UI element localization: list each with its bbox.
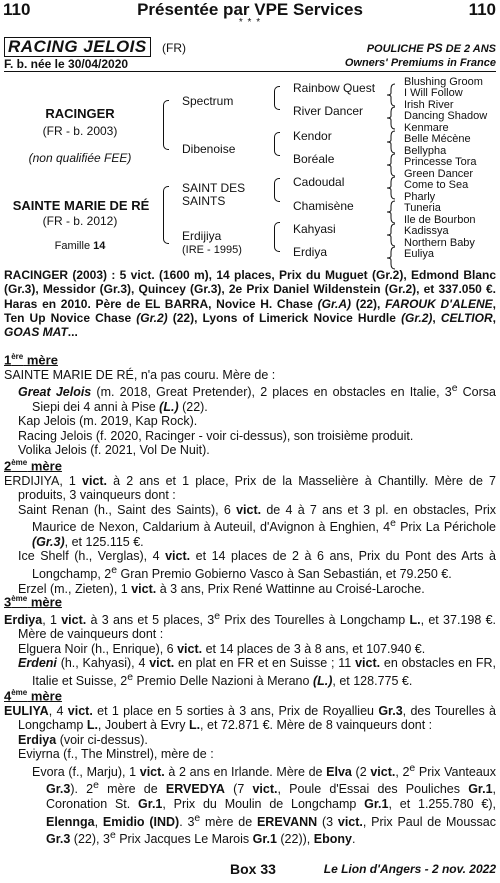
heading-mere-2	[4, 456, 496, 474]
g4-7: Bellypha	[404, 145, 447, 157]
g4-13: Ile de Bourbon	[404, 214, 476, 226]
g3-kahyasi: Kahyasi	[293, 222, 336, 236]
g4-14: Kadissya	[404, 225, 449, 237]
g2-saint-des: SAINT DES	[182, 181, 246, 195]
mere-2-p2-d: , et 125.115 €.	[64, 534, 144, 549]
bracket-sire	[163, 100, 169, 150]
g4-1: Blushing Groom	[404, 76, 483, 88]
erdiya-ref: Erdiya	[18, 732, 57, 747]
mere-4-para-4	[4, 762, 496, 847]
mere-2-para-1	[4, 474, 496, 503]
sire-summary-farouk: FAROUK D'ALENE	[385, 296, 493, 311]
mere-4-para-3: Eviyrna (f., The Minstrel), mère de :	[18, 747, 214, 762]
mere-3-p3-b: en plat en FR et en Suisse ; 11	[174, 656, 356, 671]
mere-4-p1-e: , Joubert à Evry	[97, 718, 189, 733]
g4-4: Dancing Shadow	[404, 110, 488, 122]
g2-erdijiya: Erdijiya	[182, 229, 222, 243]
great-jelois: Great Jelois	[18, 385, 92, 400]
mere-4-para-2	[4, 733, 496, 748]
mere-4-p4-p: mère de	[200, 814, 257, 829]
mere-3-p1-c: Prix des Tourelles à Longchamp	[220, 612, 410, 627]
sire-summary-text-4: (22), Lyons of Limerick Novice Hurdle	[167, 310, 402, 325]
mere-3-p3-a: (h., Kahyasi), 4	[56, 656, 150, 671]
mere-4-p4-grade-3: Gr.1	[138, 797, 163, 812]
mere-4-p4-grade-5: Gr.3	[46, 832, 71, 847]
mere-4-p4-m: , et 1.255.780 €),	[388, 797, 496, 812]
birth-line	[4, 57, 496, 72]
bracket-erdijiya	[274, 222, 280, 252]
mere-4-p4-i: , Poule d'Essai des Pouliches	[277, 782, 469, 797]
mere-4-p4-sup-1: e	[409, 762, 416, 774]
g4-3: Irish River	[404, 99, 454, 111]
mere-4-p4-sup-2: e	[93, 780, 99, 792]
g3-rainbow-quest: Rainbow Quest	[293, 81, 376, 95]
birth-date: F. b. née le 30/04/2020	[4, 57, 129, 71]
page-header	[0, 0, 500, 28]
owners-premiums: Owners' Premiums in France	[344, 57, 496, 69]
mere-4-p4-vict-2: vict.	[370, 764, 396, 779]
mere-4-p4-end: .	[351, 832, 356, 847]
section-mere-1	[4, 347, 496, 458]
section-mere-2	[4, 453, 496, 596]
g4-2: I Will Follow	[404, 87, 463, 99]
elennga-name: Elennga	[46, 814, 95, 829]
g2-erdijiya-info: (IRE - 1995)	[182, 244, 242, 256]
mere-2-p2-vict: vict.	[236, 502, 262, 517]
mere-1-line-2: Kap Jelois (m. 2019, Kap Rock).	[18, 414, 198, 429]
bracket-spectrum	[274, 86, 280, 110]
lot-number-right: 110	[468, 0, 496, 19]
mere-2-p2-b: de 4 à 7 ans et 3 pl. en obstacles, Prix Maurice de Nexon, Caldarium à Auteuil, d'Avignon à Enghien, 4	[32, 502, 497, 535]
family-label: Famille	[54, 240, 94, 252]
mere-1-line-1-d: (22).	[178, 399, 208, 414]
category-ps: PS	[426, 41, 443, 55]
mere-4-p1-b: , 4	[48, 703, 68, 718]
mere-2-p3-b: et 14 places de 2 à 6 ans, Prix du Pont des Arts à Longchamp, 2	[32, 549, 496, 582]
lot-number-left: 110	[3, 0, 31, 19]
horse-category	[367, 41, 496, 55]
g4-15: Northern Baby	[404, 237, 475, 249]
mere-4-p4-u: (22)),	[276, 832, 314, 847]
mere-1-intro: SAINTE MARIE DE RÉ, n'a pas couru. Mère de :	[4, 367, 276, 382]
sire-summary-goas-mat: GOAS MAT	[4, 325, 68, 340]
mere-3-p1-sup: e	[214, 610, 221, 622]
heading-mere-2-sup: ème	[11, 458, 28, 467]
sire-summary-grade-a: (Gr.A)	[317, 296, 351, 311]
page-title: Présentée par VPE Services	[137, 0, 363, 19]
mere-3-p3-listed: (L.)	[312, 674, 333, 689]
mere-4-p4-k: , Prix du Moulin de Longchamp	[162, 797, 365, 812]
heading-mere-2-word: mère	[27, 458, 62, 474]
mere-4-p4-sup-4: e	[109, 830, 116, 842]
mere-2-p1-vict: vict.	[82, 473, 108, 488]
elva-name: Elva	[326, 764, 352, 779]
mere-3-p2-a: Elguera Noir (h., Enrique), 6	[18, 641, 178, 656]
mere-4-p1-grade: Gr.3	[378, 703, 403, 718]
mere-2-p2-a: Saint Renan (h., Saint des Saints), 6	[18, 502, 237, 517]
g4-8: Princesse Tora	[404, 156, 477, 168]
mere-3-p1-d: , et 37.198 €. Mère de vainqueurs dont :	[18, 612, 496, 642]
sire-summary-gr2-b: (Gr.2)	[401, 310, 433, 325]
sire-summary-ellipsis: ...	[67, 325, 78, 340]
heading-mere-1	[4, 350, 496, 368]
mere-2-para-2	[4, 503, 496, 550]
mere-4-p4-r: , Prix Paul de Moussac	[362, 814, 496, 829]
mere-4-p1-c: et 1 place en 5 sorties à 3 ans, Prix de Royallieu	[92, 703, 379, 718]
mere-3-para-1	[4, 610, 496, 642]
sire-summary-text-2: (22),	[351, 296, 386, 311]
horse-origin: (FR)	[162, 41, 186, 55]
mere-1-line-1	[4, 382, 496, 414]
mere-4-p4-grade-6: Gr.1	[252, 832, 277, 847]
mere-4-p4-g: mère de	[98, 782, 166, 797]
euliya-name: EULIYA	[4, 703, 49, 718]
mere-2-p4-a: Erzel (m., Zieten), 1	[18, 581, 132, 596]
mere-3-p2-b: et 14 places de 3 à 8 ans, et 107.940 €.	[202, 641, 426, 656]
mere-1-line-1-a: (m. 2018, Great Pretender), 2 places en obstacles en Italie, 3	[91, 385, 452, 400]
mere-2-p3-c: Gran Premio Gobierno Vasco à San Sebastián, et 79.250 €.	[117, 567, 452, 582]
mere-3-p2-vict: vict.	[177, 641, 203, 656]
mere-2-p3-sup: e	[111, 564, 118, 576]
section-mere-4	[4, 683, 496, 847]
mere-4-p4-b: à 2 ans en Irlande. Mère de	[164, 764, 327, 779]
section-mere-3	[4, 589, 496, 689]
header-stars: * * *	[238, 17, 262, 28]
heading-mere-3-word: mère	[27, 594, 62, 610]
g2-spectrum: Spectrum	[182, 94, 234, 108]
mere-2-p1-a: ERDIJIYA, 1	[4, 473, 83, 488]
mere-3-p3-vict: vict.	[149, 656, 175, 671]
bracket-saint-des-saints	[274, 178, 280, 202]
g4-5: Kenmare	[404, 122, 449, 134]
sale-venue-date: Le Lion d'Angers - 2 nov. 2022	[323, 862, 496, 876]
mere-4-p4-o: . 3	[179, 814, 195, 829]
mere-2-p2-c: Prix La Périchole	[395, 520, 496, 535]
mere-1-line-1-b: Corsa Siepi dei 4 anni à Pise	[32, 385, 496, 414]
mere-2-p3-a: Ice Shelf (h., Verglas), 4	[18, 549, 166, 564]
g3-chamisene: Chamisène	[293, 199, 354, 213]
heading-mere-1-sup: ère	[11, 352, 24, 361]
mere-2-p4-b: à 3 ans, Prix René Wattinne au Croisé-Laroche.	[156, 581, 425, 596]
erevann-name: EREVANN	[256, 814, 318, 829]
bracket-g3-2	[386, 106, 396, 133]
mere-4-p4-vict-4: vict.	[337, 814, 363, 829]
page-footer	[0, 861, 500, 879]
g3-cadoudal: Cadoudal	[293, 175, 345, 189]
sire-summary-gr2-a: (Gr.2)	[136, 310, 168, 325]
mere-4-p4-e: Prix Vanteaux	[415, 764, 496, 779]
ervedya-name: ERVEDYA	[165, 782, 225, 797]
mere-2-para-3	[4, 549, 496, 581]
box-number: Box 33	[230, 861, 276, 877]
mere-1-line-4: Volika Jelois (f. 2021, Vol De Nuit).	[18, 443, 210, 458]
mere-3-p3-d: Premio Delle Nazioni à Merano	[133, 674, 313, 689]
mere-4-p4-a: Evora (f., Marju), 1	[32, 764, 140, 779]
bracket-dam	[163, 186, 169, 244]
mere-3-p3-c: en obstacles en FR, Italie et Suisse, 2	[32, 656, 496, 689]
mere-4-p1-d: , des Tourelles à Longchamp	[18, 703, 497, 733]
g3-kendor: Kendor	[293, 129, 332, 143]
heading-mere-2-num: 2	[4, 458, 12, 474]
mere-4-p4-h: (7	[224, 782, 253, 797]
g4-9: Green Dancer	[404, 168, 474, 180]
g2-dibenoise: Dibenoise	[182, 142, 236, 156]
heading-mere-3-num: 3	[4, 594, 12, 610]
dam-name: SAINTE MARIE DE RÉ	[12, 198, 150, 213]
g4-12: Tuneria	[404, 202, 441, 214]
heading-mere-1-num: 1	[4, 352, 12, 368]
heading-mere-4-num: 4	[4, 688, 12, 704]
mere-4-p4-vict: vict.	[139, 764, 165, 779]
sire-summary-text-3: , Ten Up Novice Chase	[4, 296, 497, 325]
mere-3-p3-e: , et 128.775 €.	[332, 674, 413, 689]
mere-4-p4-n: ,	[94, 814, 103, 829]
heading-mere-4-sup: ème	[11, 688, 28, 697]
mere-4-p4-q: (3	[317, 814, 338, 829]
g4-10: Come to Sea	[404, 179, 469, 191]
g4-11: Pharly	[404, 191, 436, 203]
mere-4-p4-f: ). 2	[70, 782, 94, 797]
pedigree-table	[0, 74, 500, 264]
mere-2-p3-vict: vict.	[165, 549, 191, 564]
mere-4-p4-grade-4: Gr.1	[364, 797, 389, 812]
g3-erdiya: Erdiya	[293, 245, 328, 259]
mere-4-p1-listed-2: L.	[188, 718, 201, 733]
mere-3-p1-a: , 1	[42, 612, 62, 627]
mere-4-p4-s: (22), 3	[70, 832, 110, 847]
sire-summary-celtior: CELTIOR	[440, 310, 493, 325]
mere-4-p1-listed-1: L.	[86, 718, 98, 733]
erdiya-name: Erdiya	[4, 612, 43, 627]
sire-summary-text: RACINGER (2003) : 5 vict. (1600 m), 14 places, Prix du Muguet (Gr.2), Edmond Blanc (Gr.3), Messidor (Gr.3), Quincey (Gr.3), 2e Prix Daniel Wildenstein (Gr.2), et 337.050 €. Haras en 2010. Père de EL BARRA, Novice H. Chase	[4, 268, 496, 311]
mere-2-p1-b: à 2 ans et 1 place, Prix de la Masselière à Chantilly. Mère de 7 produits, 3 vainqueurs dont :	[18, 473, 497, 503]
mere-4-p4-sup-3: e	[194, 812, 201, 824]
mere-4-p4-d: , 2	[395, 764, 410, 779]
emidio-name: Emidio (IND)	[102, 814, 180, 829]
category-suffix: DE 2 ANS	[442, 43, 496, 55]
sire-summary-sep-2: ,	[492, 310, 496, 325]
dam-info: (FR - b. 2012)	[42, 214, 118, 228]
mere-4-p4-j: , Coronation St.	[46, 782, 497, 812]
ebony-name: Ebony	[313, 832, 352, 847]
sire-note: (non qualifiée FEE)	[28, 151, 132, 165]
mere-4-p1-f: , et 72.871 €. Mère de 8 vainqueurs dont :	[200, 718, 433, 733]
category-prefix: POULICHE	[366, 43, 427, 55]
heading-mere-4	[4, 686, 496, 704]
mere-4-p4-vict-3: vict.	[252, 782, 278, 797]
mere-1-line-1-sup: e	[451, 383, 458, 395]
mere-3-p3-sup: e	[127, 671, 133, 683]
mere-4-p4-grade-1: Gr.3	[46, 782, 71, 797]
heading-mere-3-sup: ème	[11, 594, 28, 603]
g4-16: Euliya	[404, 248, 434, 260]
g2-saints: SAINTS	[182, 194, 226, 208]
mere-3-p3-vict-2: vict.	[355, 656, 381, 671]
mere-4-p4-grade-2: Gr.1	[468, 782, 493, 797]
horse-name: RACING JELOIS	[4, 37, 151, 57]
sire-summary	[4, 268, 496, 339]
mere-4-p2-a: (voir ci-dessus).	[56, 732, 148, 747]
heading-mere-4-word: mère	[27, 688, 62, 704]
sire-name: RACINGER	[45, 106, 115, 121]
mere-4-p1-vict: vict.	[67, 703, 93, 718]
bracket-g3-5	[386, 176, 396, 203]
sire-info: (FR - b. 2003)	[42, 124, 118, 138]
mere-3-para-2	[4, 642, 496, 657]
g3-boreale: Boréale	[293, 152, 335, 166]
g4-6: Belle Mécène	[404, 133, 471, 145]
mere-4-p4-c: (2	[351, 764, 371, 779]
heading-mere-1-word: mère	[23, 352, 58, 368]
g3-river-dancer: River Dancer	[293, 104, 364, 118]
mere-2-p4-vict: vict.	[131, 581, 157, 596]
heading-mere-3	[4, 592, 496, 610]
mere-2-p2-grade: (Gr.3)	[32, 534, 65, 549]
mere-3-p1-vict: vict.	[61, 612, 87, 627]
dam-family	[20, 240, 140, 252]
mere-3-p1-listed: L.	[409, 612, 421, 627]
mere-4-p4-t: Prix Jacques Le Marois	[115, 832, 253, 847]
erdeni-name: Erdeni	[18, 656, 57, 671]
mere-2-p2-sup: e	[390, 518, 396, 530]
mere-1-line-3: Racing Jelois (f. 2020, Racinger - voir ci-dessus), son troisième produit.	[18, 428, 414, 443]
sire-summary-sep-1: ,	[432, 310, 441, 325]
mere-4-para-1	[4, 704, 496, 733]
mere-1-line-1-listed: (L.)	[159, 399, 179, 414]
mere-3-p1-b: à 3 ans et 5 places, 3	[86, 612, 215, 627]
family-number: 14	[93, 240, 106, 252]
bracket-dibenoise	[274, 132, 280, 156]
